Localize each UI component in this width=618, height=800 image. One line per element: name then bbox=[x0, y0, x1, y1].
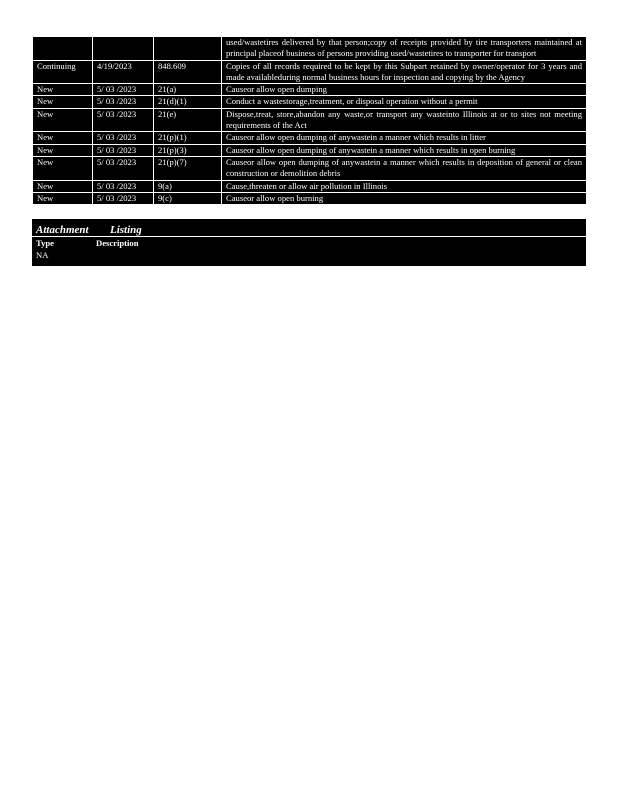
citation-cell: 21(p)(3) bbox=[154, 144, 222, 156]
attachment-type-value: NA bbox=[36, 250, 49, 261]
table-row bbox=[33, 37, 587, 61]
date-cell: 5/ 03 /2023 bbox=[93, 156, 154, 180]
status-cell bbox=[33, 37, 93, 61]
description-cell: Causeor allow open dumping of anywastein a manner which results in deposition of general or clean construction or demolition debris bbox=[222, 156, 587, 180]
citation-cell: 21(d)(1) bbox=[154, 96, 222, 108]
description-cell: Conduct a wastestorage,treatment, or disposal operation without a permit bbox=[222, 96, 587, 108]
description-cell: Causeor allow open dumping of anywastein a manner which results in open burning bbox=[222, 144, 587, 156]
date-cell: 5/ 03 /2023 bbox=[93, 192, 154, 204]
attachment-listing-body bbox=[32, 237, 586, 266]
status-cell: Continuing bbox=[33, 60, 93, 84]
listing-title-word: Listing bbox=[110, 224, 142, 237]
status-cell: New bbox=[33, 144, 93, 156]
description-cell: Copies of all records required to be kept by this Subpart retained by owner/operator for 3 years and made availableduring normal business hours for inspection and copying by the Agency bbox=[222, 60, 587, 84]
table-row bbox=[33, 156, 587, 180]
date-cell: 5/ 03 /2023 bbox=[93, 108, 154, 132]
citation-cell: 21(e) bbox=[154, 108, 222, 132]
description-cell: Causeor allow open dumping of anywastein a manner which results in litter bbox=[222, 132, 587, 144]
attachment-listing-title bbox=[32, 219, 586, 237]
date-cell: 4/19/2023 bbox=[93, 60, 154, 84]
violations-table bbox=[32, 36, 587, 205]
status-cell: New bbox=[33, 84, 93, 96]
date-cell: 5/ 03 /2023 bbox=[93, 144, 154, 156]
attachment-listing bbox=[32, 219, 586, 266]
table-row bbox=[33, 84, 587, 96]
status-cell: New bbox=[33, 192, 93, 204]
status-cell: New bbox=[33, 180, 93, 192]
list-item bbox=[36, 249, 582, 261]
table-row bbox=[33, 108, 587, 132]
citation-cell bbox=[154, 37, 222, 61]
table-row bbox=[33, 132, 587, 144]
type-column-header: Type bbox=[36, 238, 54, 249]
description-cell: Causeor allow open dumping bbox=[222, 84, 587, 96]
status-cell: New bbox=[33, 96, 93, 108]
description-cell: used/wastetires delivered by that person;copy of receipts provided by tire transporters maintained at principal placeof business of persons providing used/wastetires to transporter for transport bbox=[222, 37, 587, 61]
citation-cell: 21(a) bbox=[154, 84, 222, 96]
citation-cell: 9(a) bbox=[154, 180, 222, 192]
table-row bbox=[33, 192, 587, 204]
description-cell: Causeor allow open burning bbox=[222, 192, 587, 204]
citation-cell: 21(p)(7) bbox=[154, 156, 222, 180]
date-cell bbox=[93, 37, 154, 61]
citation-cell: 9(c) bbox=[154, 192, 222, 204]
document-page bbox=[32, 36, 586, 266]
table-row bbox=[33, 144, 587, 156]
citation-cell: 848.609 bbox=[154, 60, 222, 84]
date-cell: 5/ 03 /2023 bbox=[93, 96, 154, 108]
status-cell: New bbox=[33, 132, 93, 144]
citation-cell: 21(p)(1) bbox=[154, 132, 222, 144]
date-cell: 5/ 03 /2023 bbox=[93, 180, 154, 192]
table-row bbox=[33, 96, 587, 108]
date-cell: 5/ 03 /2023 bbox=[93, 84, 154, 96]
table-row bbox=[33, 180, 587, 192]
description-cell: Dispose,treat, store,abandon any waste,or transport any wasteinto Illinois at or to sites not meeting requirements of the Act bbox=[222, 108, 587, 132]
description-column-header: Description bbox=[96, 238, 139, 249]
attachment-column-headers bbox=[36, 238, 582, 249]
status-cell: New bbox=[33, 108, 93, 132]
status-cell: New bbox=[33, 156, 93, 180]
table-row bbox=[33, 60, 587, 84]
date-cell: 5/ 03 /2023 bbox=[93, 132, 154, 144]
attachment-title-word: Attachment bbox=[36, 224, 89, 237]
description-cell: Cause,threaten or allow air pollution in Illinois bbox=[222, 180, 587, 192]
